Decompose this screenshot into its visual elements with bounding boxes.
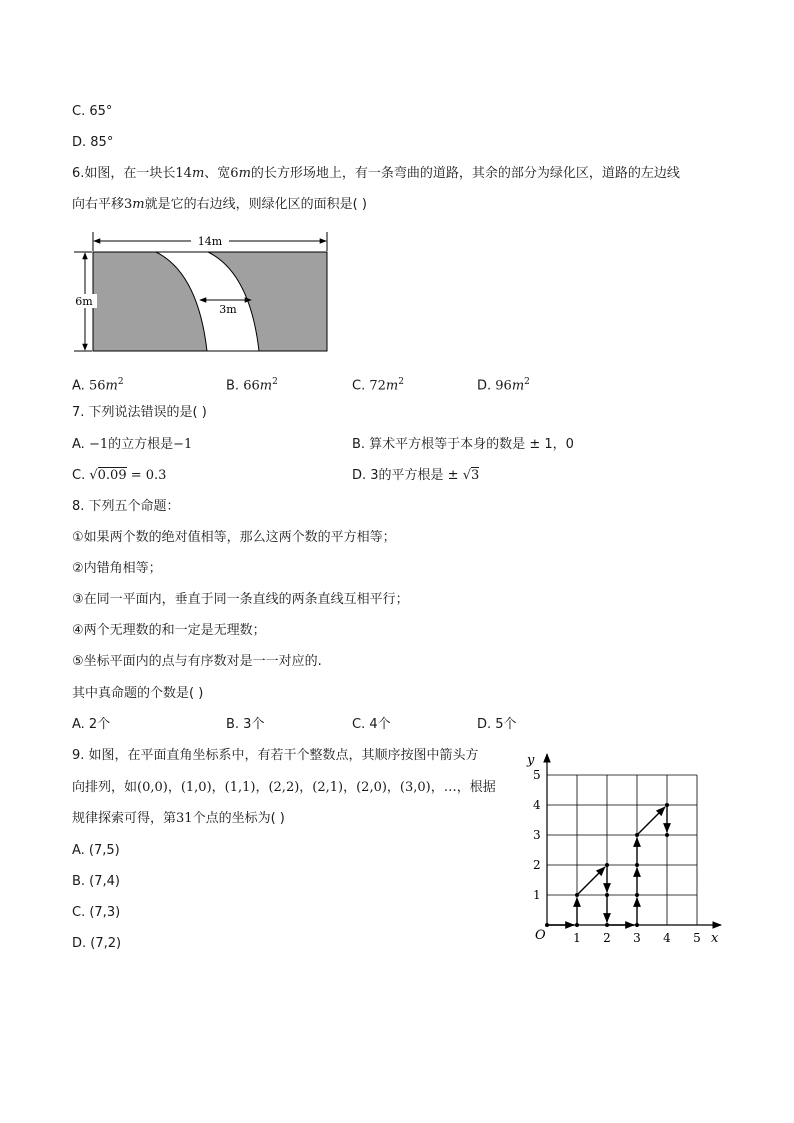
q6-width-value: 6 <box>230 166 239 181</box>
option-exponent: 2 <box>524 377 530 387</box>
q6-stem-text: 、宽 <box>204 166 231 181</box>
origin-label: O <box>535 928 546 943</box>
y-tick-label: 3 <box>533 828 541 842</box>
q9-coordinate-graph <box>525 748 725 948</box>
q7-option-a <box>72 435 192 455</box>
option-unit: m <box>511 378 525 394</box>
y-tick-label: 5 <box>533 768 541 782</box>
y-tick-label: 1 <box>533 888 541 902</box>
road-width-label: 3m <box>219 303 237 316</box>
option-prefix: C. <box>352 378 370 394</box>
q8-ask: 其中真命题的个数是( ) <box>72 686 204 701</box>
x-axis-label: x <box>711 931 719 946</box>
lattice-point <box>635 893 639 897</box>
q9-option-d: D. (7,2) <box>72 936 122 951</box>
q9-point-list: (0,0)，(1,0)，(1,1)，(2,2)，(2,1)，(2,0)，(3,0)，…， <box>137 780 470 795</box>
q9-option-b: B. (7,4) <box>72 874 121 889</box>
option-prefix: A. <box>72 437 89 452</box>
q6-figure <box>70 228 332 354</box>
option-prefix: B. <box>226 378 244 394</box>
q9-stem-text: 规律探索可得，第 <box>72 811 177 826</box>
q6-stem-text: 向右平移 <box>72 197 125 212</box>
q6-stem-line1 <box>72 164 680 184</box>
option-text: 的立方根是 <box>108 437 174 452</box>
y-tick-label: 4 <box>533 798 541 812</box>
q5-option-d: D. 85° <box>72 135 114 150</box>
option-value: 96 <box>495 378 512 394</box>
sqrt-sign: √ <box>462 468 472 483</box>
x-tick-label: 4 <box>663 931 671 945</box>
option-prefix: C. <box>72 468 90 483</box>
q8-item: ③在同一平面内，垂直于同一条直线的两条直线互相平行； <box>72 592 409 607</box>
lattice-point <box>575 893 579 897</box>
path-arrow <box>577 867 605 895</box>
option-unit: m <box>105 378 118 394</box>
x-tick-label: 2 <box>603 931 611 945</box>
option-exponent: 2 <box>272 377 278 387</box>
lattice-point <box>605 923 609 927</box>
lattice-point <box>665 803 669 807</box>
q6-width-unit: m <box>238 166 251 181</box>
option-exponent: 2 <box>398 377 404 387</box>
q6-option-a <box>72 372 124 396</box>
q8-option-c: C. 4个 <box>352 717 391 732</box>
width-label: 6m <box>75 295 93 308</box>
x-tick-label: 5 <box>693 931 701 945</box>
lattice-point <box>635 833 639 837</box>
option-prefix: A. <box>72 378 89 394</box>
q6-stem-line2 <box>72 195 367 215</box>
lattice-point <box>605 863 609 867</box>
option-value: 66 <box>243 378 260 394</box>
lattice-point <box>575 923 579 927</box>
option-math: −1 <box>173 437 193 452</box>
q9-stem-line3 <box>72 809 285 829</box>
option-unit: m <box>259 378 273 394</box>
sqrt-sign: √ <box>89 468 98 483</box>
q8-option-b: B. 3个 <box>226 717 265 732</box>
x-tick-label: 3 <box>633 931 641 945</box>
q8-option-d: D. 5个 <box>477 717 517 732</box>
q9-stem-line1: 9. 如图，在平面直角坐标系中，有若干个整数点，其顺序按图中箭头方 <box>72 748 479 763</box>
q9-stem-text: 个点的坐标为( ) <box>192 811 285 826</box>
q7-stem: 7. 下列说法错误的是( ) <box>72 405 207 420</box>
length-label: 14m <box>197 235 223 248</box>
q9-stem-line2 <box>72 778 496 798</box>
q9-option-c: C. (7,3) <box>72 905 121 920</box>
lattice-point <box>635 863 639 867</box>
q6-shift-unit: m <box>132 197 145 212</box>
q9-point-index: 31 <box>176 811 193 826</box>
lattice-point <box>665 833 669 837</box>
option-unit: m <box>385 378 399 394</box>
lattice-point <box>635 923 639 927</box>
q6-stem-text: 就是它的右边线，则绿化区的面积是( ) <box>144 197 367 212</box>
option-exponent: 2 <box>117 377 124 387</box>
q6-shift-value: 3 <box>124 197 133 212</box>
q9-stem-text: 向排列，如 <box>72 780 138 795</box>
option-math: = 0.3 <box>126 468 167 483</box>
q8-item: ①如果两个数的绝对值相等，那么这两个数的平方相等； <box>72 530 396 545</box>
option-math: −1 <box>88 437 109 452</box>
q6-length-unit: m <box>191 166 205 181</box>
q8-item: ②内错角相等； <box>72 561 162 576</box>
y-tick-label: 2 <box>533 858 541 872</box>
q6-option-c <box>352 372 404 396</box>
radicand: 3 <box>471 468 480 483</box>
q8-option-a: A. 2个 <box>72 717 111 732</box>
q5-option-c: C. 65° <box>72 104 113 119</box>
q9-option-a: A. (7,5) <box>72 843 120 858</box>
option-value: 56 <box>88 378 106 394</box>
q8-stem: 8. 下列五个命题： <box>72 499 180 514</box>
path-arrow <box>637 807 665 835</box>
radicand: 0.09 <box>97 468 127 483</box>
lattice-point <box>545 923 549 927</box>
option-value: 72 <box>369 378 386 394</box>
x-tick-label: 1 <box>573 931 581 945</box>
q9-stem-text: 根据 <box>469 780 496 795</box>
q7-option-c <box>72 466 166 486</box>
option-prefix: D. 3的平方根是 ± <box>352 468 463 483</box>
q6-length-value: 14 <box>175 166 192 181</box>
q8-item: ④两个无理数的和一定是无理数； <box>72 623 266 638</box>
q6-stem-text: 6.如图，在一块长 <box>72 166 176 181</box>
q6-option-b <box>226 372 278 396</box>
lattice-point <box>605 893 609 897</box>
q6-stem-text: 的长方形场地上，有一条弯曲的道路，其余的部分为绿化区，道路的左边线 <box>250 166 680 181</box>
q8-item: ⑤坐标平面内的点与有序数对是一一对应的. <box>72 654 322 669</box>
y-axis-label: y <box>527 753 535 768</box>
q6-option-d <box>477 372 530 396</box>
q7-option-d <box>352 466 479 486</box>
q7-option-b: B. 算术平方根等于本身的数是 ± 1，0 <box>352 437 574 452</box>
option-prefix: D. <box>477 378 496 394</box>
